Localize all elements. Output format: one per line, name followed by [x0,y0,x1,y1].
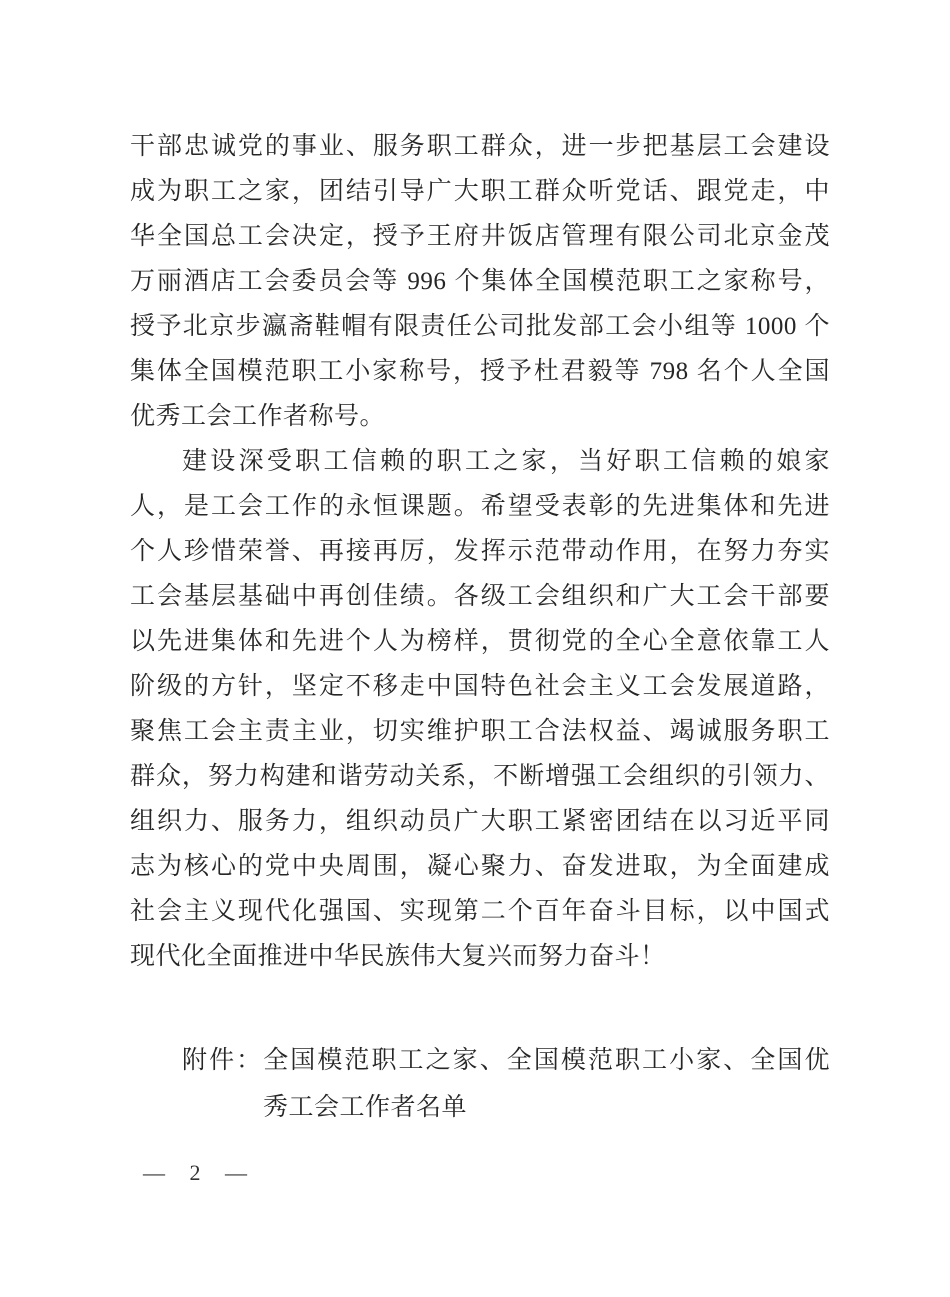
paragraph-1 [130,124,830,439]
text-line: 授予北京步瀛斋鞋帽有限责任公司批发部工会小组等 1000 个 [130,313,830,340]
paragraph-2 [130,439,830,979]
attachment-line: 秀工会工作者名单 [263,1094,468,1121]
text-line: 现代化全面推进中华民族伟大复兴而努力奋斗！ [130,943,666,970]
document-body [130,124,830,1131]
text-line: 华全国总工会决定，授予王府井饭店管理有限公司北京金茂 [130,223,830,250]
attachment-label: 附件： [182,1047,264,1074]
text-line: 万丽酒店工会委员会等 996 个集体全国模范职工之家称号， [130,268,830,295]
text-line: 集体全国模范职工小家称号，授予杜君毅等 798 名个人全国 [130,358,830,385]
text-line: 个人珍惜荣誉、再接再厉，发挥示范带动作用，在努力夯实 [130,538,830,565]
page-number: — 2 — [143,1160,254,1185]
text-line: 志为核心的党中央周围，凝心聚力、奋发进取，为全面建成 [130,853,830,880]
text-line: 成为职工之家，团结引导广大职工群众听党话、跟党走，中 [130,178,830,205]
text-line: 工会基层基础中再创佳绩。各级工会组织和广大工会干部要 [130,583,830,610]
text-line: 聚焦工会主责主业，切实维护职工合法权益、竭诚服务职工 [130,718,830,745]
text-line: 人，是工会工作的永恒课题。希望受表彰的先进集体和先进 [130,493,830,520]
text-line: 阶级的方针，坚定不移走中国特色社会主义工会发展道路， [130,673,830,700]
text-line: 以先进集体和先进个人为榜样，贯彻党的全心全意依靠工人 [130,628,830,655]
text-line: 组织力、服务力，组织动员广大职工紧密团结在以习近平同 [130,808,830,835]
attachment-title-part1: 全国模范职工之家、全国模范职工小家、全国优 [263,1047,830,1074]
text-line: 社会主义现代化强国、实现第二个百年奋斗目标，以中国式 [130,898,830,925]
text-line: 干部忠诚党的事业、服务职工群众，进一步把基层工会建设 [130,133,830,160]
text-line: 优秀工会工作者称号。 [130,403,386,430]
attachment-note [130,1037,830,1131]
attachment-line [130,1037,830,1084]
text-line: 群众，努力构建和谐劳动关系，不断增强工会组织的引领力、 [130,763,830,790]
text-line: 建设深受职工信赖的职工之家，当好职工信赖的娘家 [182,448,830,475]
